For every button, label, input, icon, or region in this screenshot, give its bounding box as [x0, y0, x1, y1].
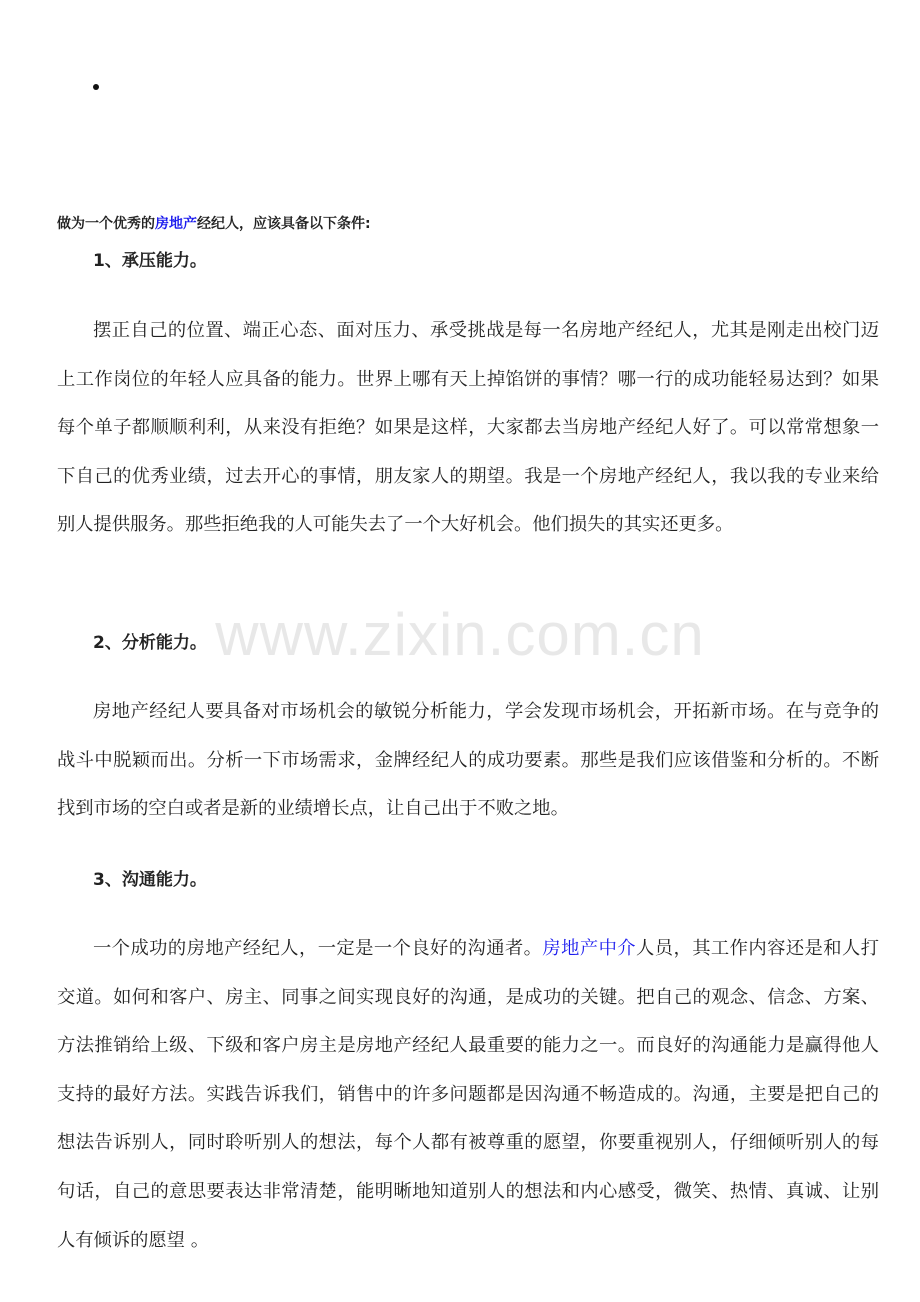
- section-1-heading: 1、承压能力。: [93, 251, 207, 271]
- watermark: www.zixin.com.cn: [215, 601, 705, 668]
- bullet-icon: [93, 84, 99, 90]
- real-estate-agency-link[interactable]: 房地产中介: [542, 938, 637, 959]
- intro-line: [57, 214, 371, 234]
- intro-suffix: 经纪人，应该具备以下条件:: [197, 216, 371, 232]
- intro-link-real-estate[interactable]: 房地产: [155, 216, 197, 232]
- section-2-paragraph: 房地产经纪人要具备对市场机会的敏锐分析能力，学会发现市场机会，开拓新市场。在与竞争的战斗中脱颖而出。分析一下市场需求，金牌经纪人的成功要素。那些是我们应该借鉴和分析的。不断找到市场的空白或者是新的业绩增长点，让自己出于不败之地。: [57, 701, 879, 820]
- section-1-paragraph: 摆正自己的位置、端正心态、面对压力、承受挑战是每一名房地产经纪人，尤其是刚走出校门迈上工作岗位的年轻人应具备的能力。世界上哪有天上掉馅饼的事情？哪一行的成功能轻易达到？如果每个单子都顺顺利利，从来没有拒绝？如果是这样，大家都去当房地产经纪人好了。可以常常想象一下自己的优秀业绩，过去开心的事情，朋友家人的期望。我是一个房地产经纪人，我以我的专业来给别人提供服务。那些拒绝我的人可能失去了一个大好机会。他们损失的其实还更多。: [57, 320, 879, 536]
- section-3-paragraph-prefix: 一个成功的房地产经纪人，一定是一个良好的沟通者。: [93, 938, 543, 959]
- section-3-heading: 3、沟通能力。: [93, 870, 207, 890]
- section-3-paragraph-suffix: 人员，其工作内容还是和人打交道。如何和客户、房主、同事之间实现良好的沟通，是成功的关键。把自己的观念、信念、方案、方法推销给上级、下级和客户房主是房地产经纪人最重要的能力之一。而良好的沟通能力是赢得他人支持的最好方法。实践告诉我们，销售中的许多问题都是因沟通不畅造成的。沟通，主要是把自己的想法告诉别人，同时聆听别人的想法，每个人都有被尊重的愿望，你要重视别人，仔细倾听别人的每句话，自己的意思要表达非常清楚，能明晰地知道别人的想法和内心感受，微笑、热情、真诚、让别人有倾诉的愿望 。: [57, 938, 880, 1251]
- section-3-paragraph: [57, 925, 879, 1265]
- intro-prefix: 做为一个优秀的: [57, 216, 155, 232]
- section-2-heading: 2、分析能力。: [93, 633, 207, 653]
